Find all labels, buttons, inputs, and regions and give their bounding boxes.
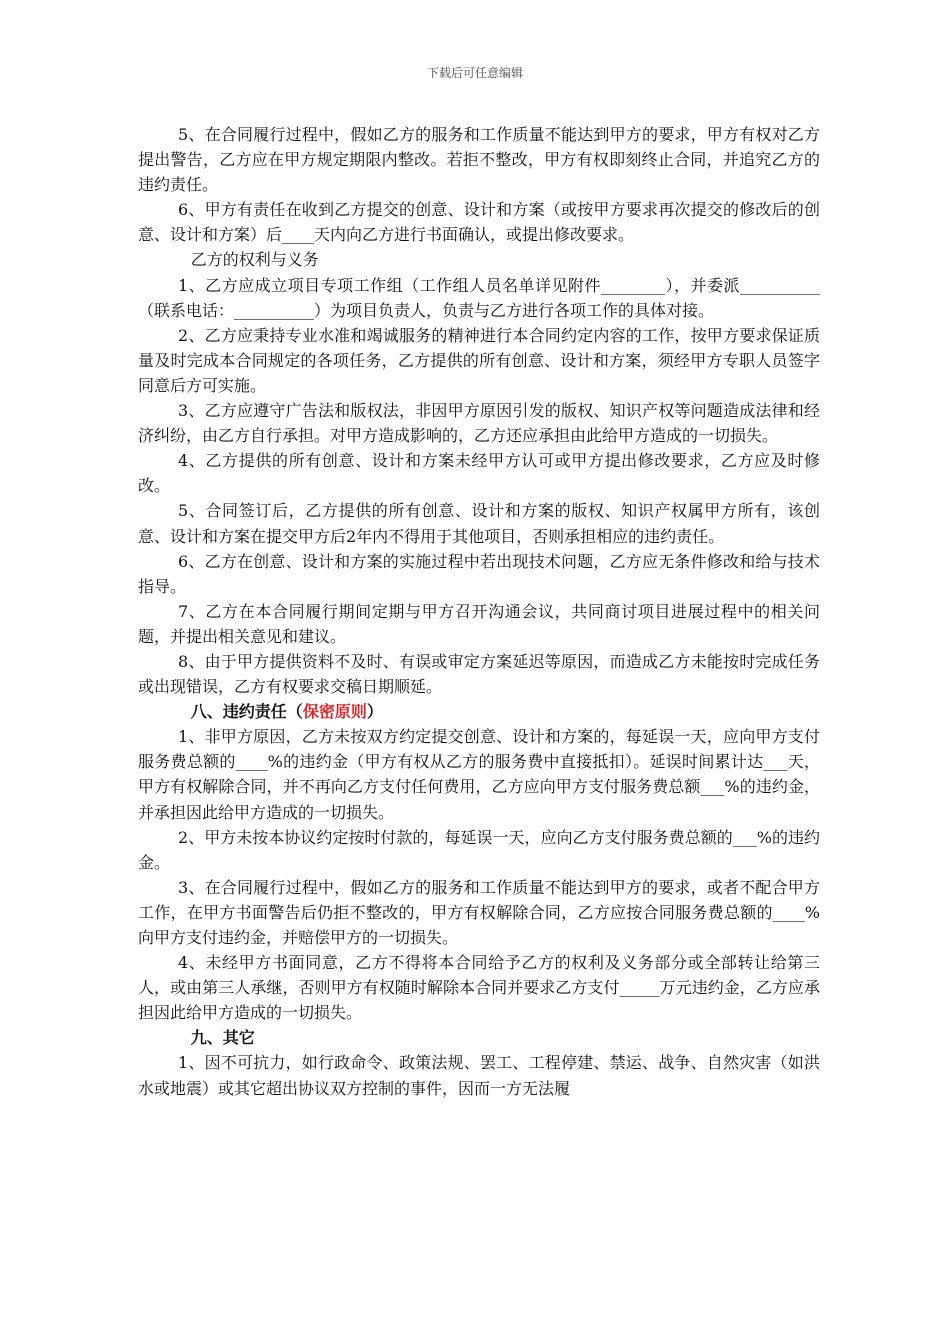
paragraph: 1、乙方应成立项目专项工作组（工作组人员名单详见附件________），并委派__________（联系电话：__________）为项目负责人，负责与乙方进行各项工作的具体对接。 bbox=[138, 275, 820, 320]
paragraph: 1、非甲方原因，乙方未按双方约定提交创意、设计和方案的，每延误一天，应向甲方支付服务费总额的____%的违约金（甲方有权从乙方的服务费中直接抵扣）。延误时间累计达___天，甲方有权解除合同，并不再向乙方支付任何费用，乙方应向甲方支付服务费总额___%的违约金，并承担因此给甲方造成的一切损失。 bbox=[138, 727, 820, 822]
section-heading: 乙方的权利与义务 bbox=[190, 250, 319, 270]
paragraph: 5、在合同履行过程中，假如乙方的服务和工作质量不能达到甲方的要求，甲方有权对乙方提出警告，乙方应在甲方规定期限内整改。若拒不整改，甲方有权即刻终止合同，并追究乙方的违约责任。 bbox=[138, 125, 820, 195]
paragraph: 8、由于甲方提供资料不及时、有误或审定方案延迟等原因，而造成乙方未能按时完成任务或出现错误，乙方有权要求交稿日期顺延。 bbox=[138, 651, 820, 697]
heading-text: 八、违约责任（ bbox=[190, 702, 303, 722]
paragraph: 3、乙方应遵守广告法和版权法，非因甲方原因引发的版权、知识产权等问题造成法律和经济纠纷，由乙方自行承担。对甲方造成影响的，乙方还应承担由此给甲方造成的一切损失。 bbox=[138, 401, 820, 446]
paragraph: 6、甲方有责任在收到乙方提交的创意、设计和方案（或按甲方要求再次提交的修改后的创意、设计和方案）后____天内向乙方进行书面确认，或提出修改要求。 bbox=[138, 200, 820, 245]
paragraph: 1、因不可抗力，如行政命令、政策法规、罢工、工程停建、禁运、战争、自然灾害（如洪水或地震）或其它超出协议双方控制的事件，因而一方无法履 bbox=[138, 1053, 820, 1098]
paragraph: 4、乙方提供的所有创意、设计和方案未经甲方认可或甲方提出修改要求，乙方应及时修改。 bbox=[138, 451, 820, 496]
paragraph: 3、在合同履行过程中，假如乙方的服务和工作质量不能达到甲方的要求，或者不配合甲方工作，在甲方书面警告后仍拒不整改的，甲方有权解除合同，乙方应按合同服务费总额的____%向甲方支付违约金，并赔偿甲方的一切损失。 bbox=[138, 877, 820, 947]
paragraph: 4、未经甲方书面同意，乙方不得将本合同给予乙方的权利及义务部分或全部转让给第三人，或由第三人承继，否则甲方有权随时解除本合同并要求乙方支付_____万元违约金，乙方应承担因此给甲方造成的一切损失。 bbox=[138, 953, 820, 1023]
paragraph: 7、乙方在本合同履行期间定期与甲方召开沟通会议，共同商讨项目进展过程中的相关问题，并提出相关意见和建议。 bbox=[138, 601, 820, 646]
paragraph: 2、甲方未按本协议约定按时付款的，每延误一天，应向乙方支付服务费总额的___%的违约金。 bbox=[138, 827, 820, 872]
heading-tail: ） bbox=[366, 702, 383, 722]
document-body bbox=[138, 122, 820, 1101]
paragraph: 6、乙方在创意、设计和方案的实施过程中若出现技术问题，乙方应无条件修改和给与技术指导。 bbox=[138, 551, 820, 596]
confidentiality-note: 保密原则 bbox=[302, 702, 367, 722]
section-heading-other: 九、其它 bbox=[190, 1028, 255, 1048]
paragraph: 5、合同签订后，乙方提供的所有创意、设计和方案的版权、知识产权属甲方所有，该创意、设计和方案在提交甲方后2年内不得用于其他项目，否则承担相应的违约责任。 bbox=[138, 501, 820, 546]
page-header: 下载后可任意编辑 bbox=[426, 66, 523, 80]
paragraph: 2、乙方应秉持专业水准和竭诚服务的精神进行本合同约定内容的工作，按甲方要求保证质量及时完成本合同规定的各项任务，乙方提供的所有创意、设计和方案，须经甲方专职人员签字同意后方可实施。 bbox=[138, 325, 820, 395]
section-heading-breach bbox=[138, 699, 820, 724]
